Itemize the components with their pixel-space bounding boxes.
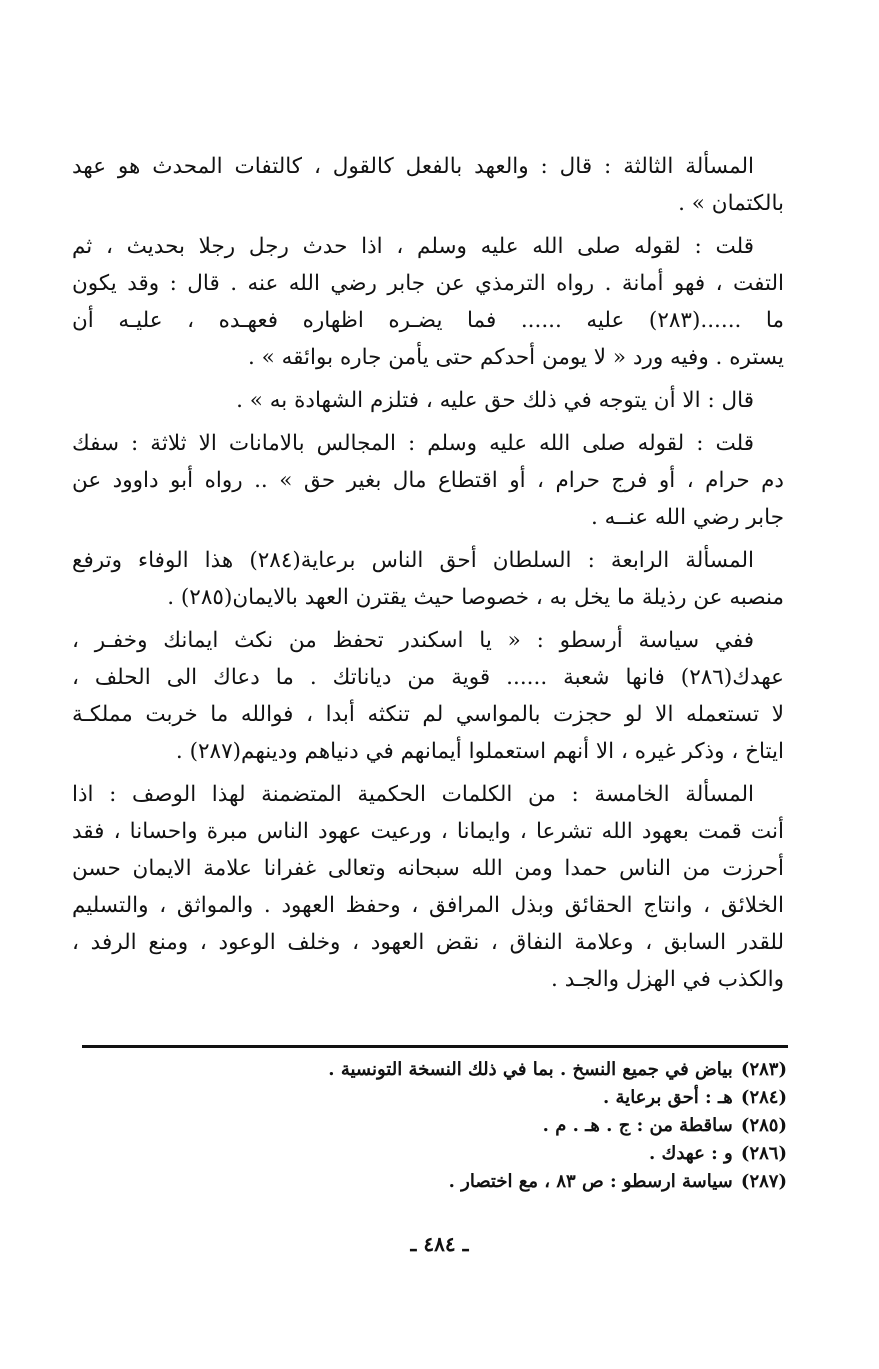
text-line: دم حرام ، أو فرج حرام ، أو اقتطاع مال بغير حق » .. رواه أبو داوود عن (72, 468, 784, 493)
paragraph-masala-3 (72, 148, 784, 222)
footnote-number: (٢٨٦) (740, 1143, 787, 1164)
paragraph-masala-4 (72, 542, 784, 616)
text-line: قلت : لقوله صلى الله عليه وسلم ، اذا حدث رجل رجلا بحديث ، ثم (72, 234, 754, 259)
text-line: جابر رضي الله عنــه . (590, 505, 784, 530)
text-line: ففي سياسة أرسطو : « يا اسكندر تحفظ من نكث ايمانك وخفـر ، (72, 628, 754, 653)
text-line: عهدك(٢٨٦) فانها شعبة ...... قوية من دياناتك . ما دعاك الى الحلف ، (72, 665, 784, 690)
footnote-number: (٢٨٧) (740, 1171, 787, 1192)
paragraph-qultu-2 (72, 425, 784, 536)
text-line: ما ......(٢٨٣) عليه ...... فما يضـره اظهاره فعهـده ، عليـه أن (72, 308, 784, 333)
text-line: الخلائق ، وانتاج الحقائق وبذل المرافق ، وحفظ العهود . والمواثق ، والتسليم (72, 893, 784, 918)
paragraph-qala (72, 382, 784, 419)
footnote-text: سياسة ارسطو : ص ٨٣ ، مع اختصار . (448, 1171, 733, 1192)
footnote-number: (٢٨٣) (740, 1059, 787, 1080)
footnote-divider (82, 1045, 788, 1048)
page-body (72, 148, 784, 998)
footnote-item (147, 1140, 787, 1168)
footnote-text: و : عهدك . (648, 1143, 733, 1164)
text-line: للقدر السابق ، وعلامة النفاق ، نقض العهود ، وخلف الوعود ، ومنع الرفد ، (72, 930, 784, 955)
text-line: بالكتمان » . (678, 191, 784, 216)
footnote-text: ساقطة من : ج . هـ . م . (542, 1115, 733, 1136)
text-line: المسألة الثالثة : قال : والعهد بالفعل كالقول ، كالتفات المحدث هو عهد (72, 154, 754, 179)
text-line: والكذب في الهزل والجـد . (551, 967, 784, 992)
paragraph-qultu-1 (72, 228, 784, 376)
footnote-item (147, 1084, 787, 1112)
footnote-text: بياض في جميع النسخ . بما في ذلك النسخة التونسية . (328, 1059, 733, 1080)
footnote-item (147, 1056, 787, 1084)
text-line: قال : الا أن يتوجه في ذلك حق عليه ، فتلزم الشهادة به » . (236, 388, 754, 413)
text-line: يستره . وفيه ورد « لا يومن أحدكم حتى يأمن جاره بوائقه » . (248, 345, 784, 370)
paragraph-siyasa-aristu (72, 622, 784, 770)
page-number: ـ ٤٨٤ ـ (410, 1232, 469, 1256)
footnotes (147, 1056, 787, 1196)
text-line: المسألة الرابعة : السلطان أحق الناس برعاية(٢٨٤) هذا الوفاء وترفع (72, 548, 754, 573)
text-line: لا تستعمله الا لو حجزت بالمواسي لم تنكثه أبدا ، فوالله ما خربت مملكـة (72, 702, 784, 727)
paragraph-masala-5 (72, 776, 784, 998)
footnote-number: (٢٨٥) (740, 1115, 787, 1136)
text-line: قلت : لقوله صلى الله عليه وسلم : المجالس بالامانات الا ثلاثة : سفك (72, 431, 754, 456)
text-line: ايتاخ ، وذكر غيره ، الا أنهم استعملوا أيمانهم في دنياهم ودينهم(٢٨٧) . (175, 739, 784, 764)
text-line: منصبه عن رذيلة ما يخل به ، خصوصا حيث يقترن العهد بالايمان(٢٨٥) . (167, 585, 784, 610)
text-line: المسألة الخامسة : من الكلمات الحكمية المتضمنة لهذا الوصف : اذا (72, 782, 754, 807)
text-line: أنت قمت بعهود الله تشرعا ، وايمانا ، ورعيت عهود الناس مبرة واحسانا ، فقد (72, 819, 784, 844)
footnote-number: (٢٨٤) (740, 1087, 787, 1108)
text-line: التفت ، فهو أمانة . رواه الترمذي عن جابر رضي الله عنه . قال : وقد يكون (72, 271, 784, 296)
footnote-item (147, 1112, 787, 1140)
text-line: أحرزت من الناس حمدا ومن الله سبحانه وتعالى غفرانا علامة الايمان حسن (72, 856, 784, 881)
footnote-text: هـ : أحق برعاية . (603, 1087, 733, 1108)
footnote-item (147, 1168, 787, 1196)
